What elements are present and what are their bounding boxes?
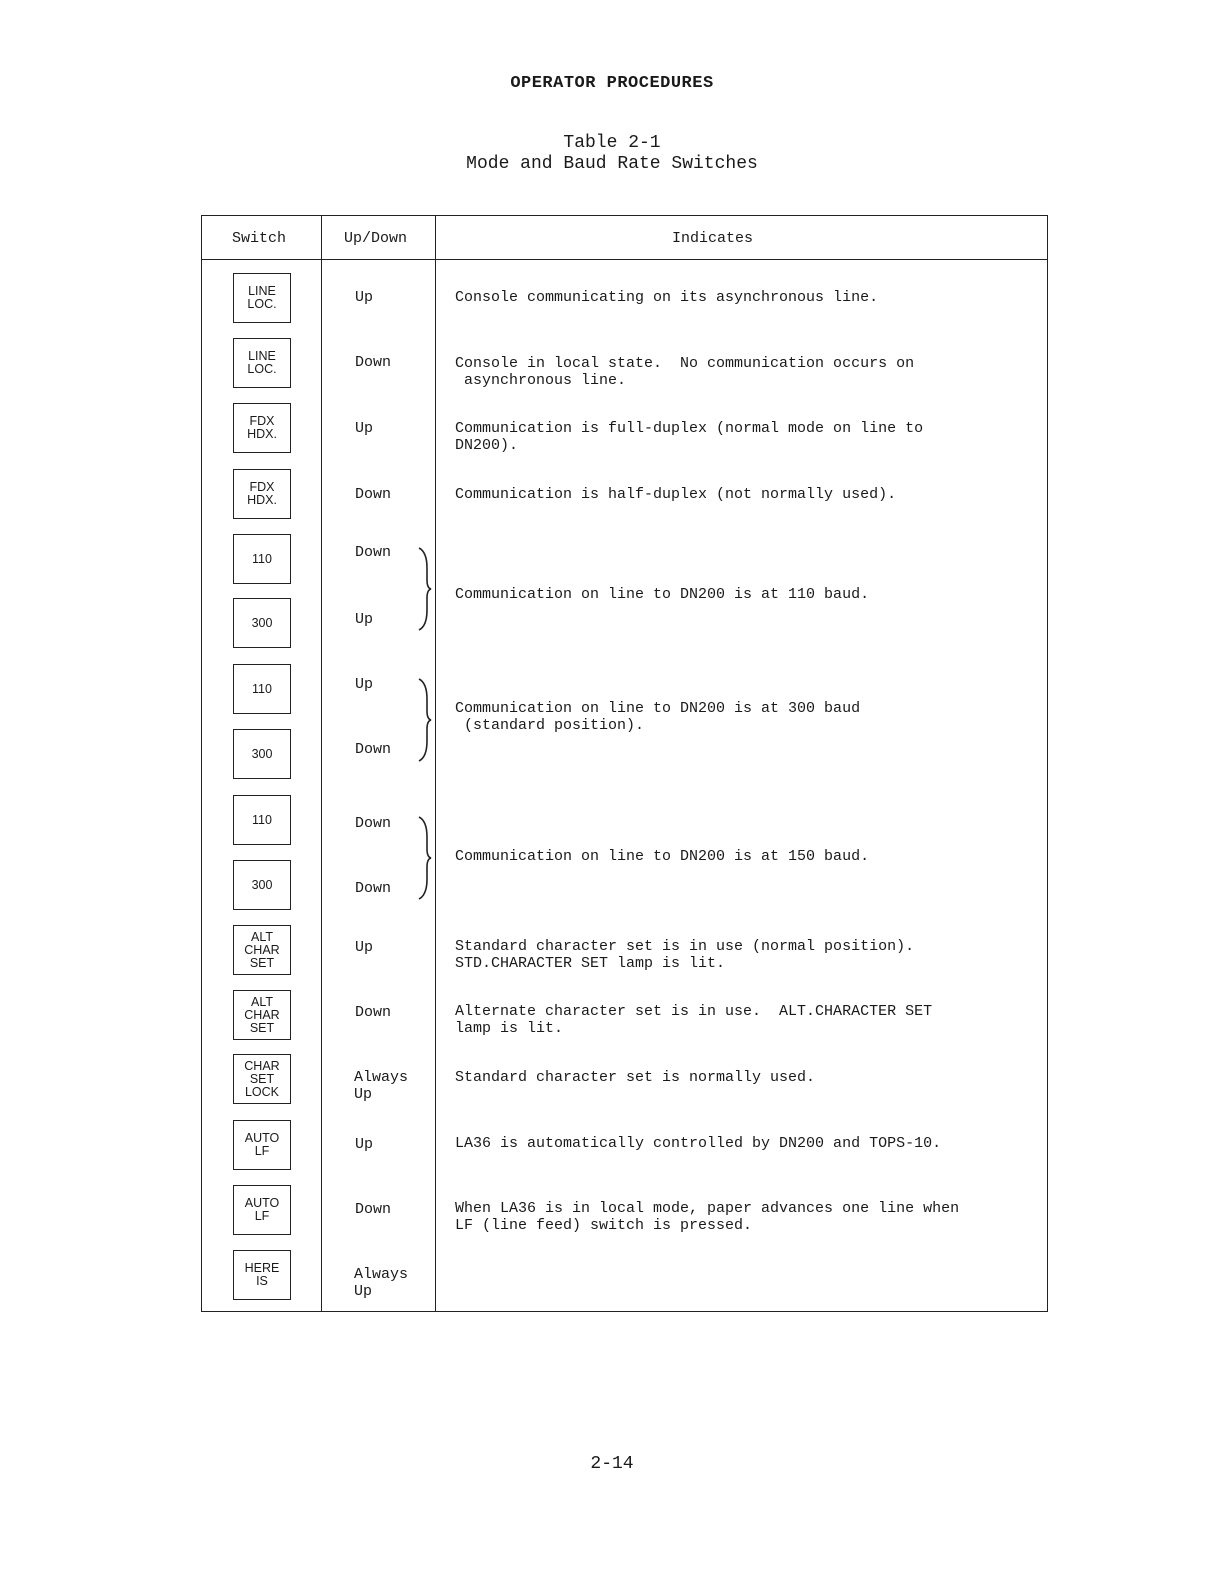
page-number: 2-14 — [590, 1454, 634, 1474]
switch-label: HERE IS — [244, 1261, 280, 1288]
switch-key — [233, 990, 291, 1040]
switch-position: Down — [355, 815, 392, 832]
switch-position: Up — [355, 611, 374, 628]
switch-label: ALT CHAR SET — [244, 994, 280, 1035]
table-title: Mode and Baud Rate Switches — [466, 154, 758, 174]
description-text: Communication is full-duplex (normal mode on line to DN200). — [455, 420, 924, 454]
grouping-brace-icon — [415, 815, 435, 901]
switch-position: Down — [355, 880, 392, 897]
column-header-indicates: Indicates — [672, 230, 754, 247]
switch-key — [233, 1185, 291, 1235]
column-header-switch: Switch — [232, 230, 287, 247]
switch-position: Always Up — [354, 1266, 409, 1300]
description-text: Console communicating on its asynchronous line. — [455, 289, 879, 306]
column-divider — [435, 216, 436, 1311]
switch-key — [233, 469, 291, 519]
switch-label: 110 — [252, 551, 272, 566]
switch-label: FDX HDX. — [247, 480, 277, 507]
description-text: Communication on line to DN200 is at 300 baud (standard position). — [455, 700, 861, 734]
switch-position: Down — [355, 486, 392, 503]
grouping-brace-icon — [415, 546, 435, 632]
description-text: LA36 is automatically controlled by DN200 and TOPS-10. — [455, 1135, 942, 1152]
switch-label: LINE LOC. — [247, 284, 277, 311]
switch-label: FDX HDX. — [247, 414, 277, 441]
description-text: Console in local state. No communication occurs on asynchronous line. — [455, 355, 915, 389]
grouping-brace-icon — [415, 677, 435, 763]
switch-position: Down — [355, 741, 392, 758]
switch-key — [233, 1054, 291, 1104]
switch-position: Up — [355, 289, 374, 306]
switch-position: Up — [355, 676, 374, 693]
switch-key — [233, 664, 291, 714]
switch-label: 300 — [251, 877, 273, 892]
description-text: Communication on line to DN200 is at 150 baud. — [455, 848, 870, 865]
switch-key — [233, 338, 291, 388]
switch-position: Up — [355, 420, 374, 437]
switch-key — [233, 925, 291, 975]
switch-key — [233, 795, 291, 845]
switch-label: 110 — [252, 812, 272, 827]
switch-position: Up — [355, 1136, 374, 1153]
switch-position: Down — [355, 544, 392, 561]
switch-label: AUTO LF — [244, 1131, 280, 1158]
switch-position: Down — [355, 1201, 392, 1218]
switch-label: 300 — [251, 746, 273, 761]
description-text: When LA36 is in local mode, paper advances one line when LF (line feed) switch is pressed. — [455, 1200, 960, 1234]
switch-label: 300 — [251, 615, 273, 630]
switch-table — [201, 215, 1048, 1312]
switch-position: Up — [355, 939, 374, 956]
description-text: Standard character set is in use (normal position). STD.CHARACTER SET lamp is lit. — [455, 938, 915, 972]
switch-position: Always Up — [354, 1069, 409, 1103]
description-text: Standard character set is normally used. — [455, 1069, 816, 1086]
switch-label: LINE LOC. — [247, 349, 277, 376]
switch-label: 110 — [252, 681, 272, 696]
column-header-updown: Up/Down — [344, 230, 408, 247]
switch-key — [233, 403, 291, 453]
switch-position: Down — [355, 1004, 392, 1021]
switch-label: ALT CHAR SET — [244, 929, 280, 970]
switch-key — [233, 1120, 291, 1170]
switch-key — [233, 729, 291, 779]
table-number: Table 2-1 — [563, 133, 661, 153]
switch-position: Down — [355, 354, 392, 371]
header-divider — [202, 259, 1047, 260]
description-text: Alternate character set is in use. ALT.CHARACTER SET lamp is lit. — [455, 1003, 933, 1037]
switch-key — [233, 860, 291, 910]
switch-key — [233, 598, 291, 648]
switch-key — [233, 1250, 291, 1300]
switch-label: AUTO LF — [244, 1196, 280, 1223]
switch-key — [233, 273, 291, 323]
description-text: Communication on line to DN200 is at 110 baud. — [455, 586, 870, 603]
column-divider — [321, 216, 322, 1311]
description-text: Communication is half-duplex (not normally used). — [455, 486, 897, 503]
switch-key — [233, 534, 291, 584]
switch-label: CHAR SET LOCK — [244, 1058, 280, 1099]
page-header: OPERATOR PROCEDURES — [510, 74, 714, 93]
